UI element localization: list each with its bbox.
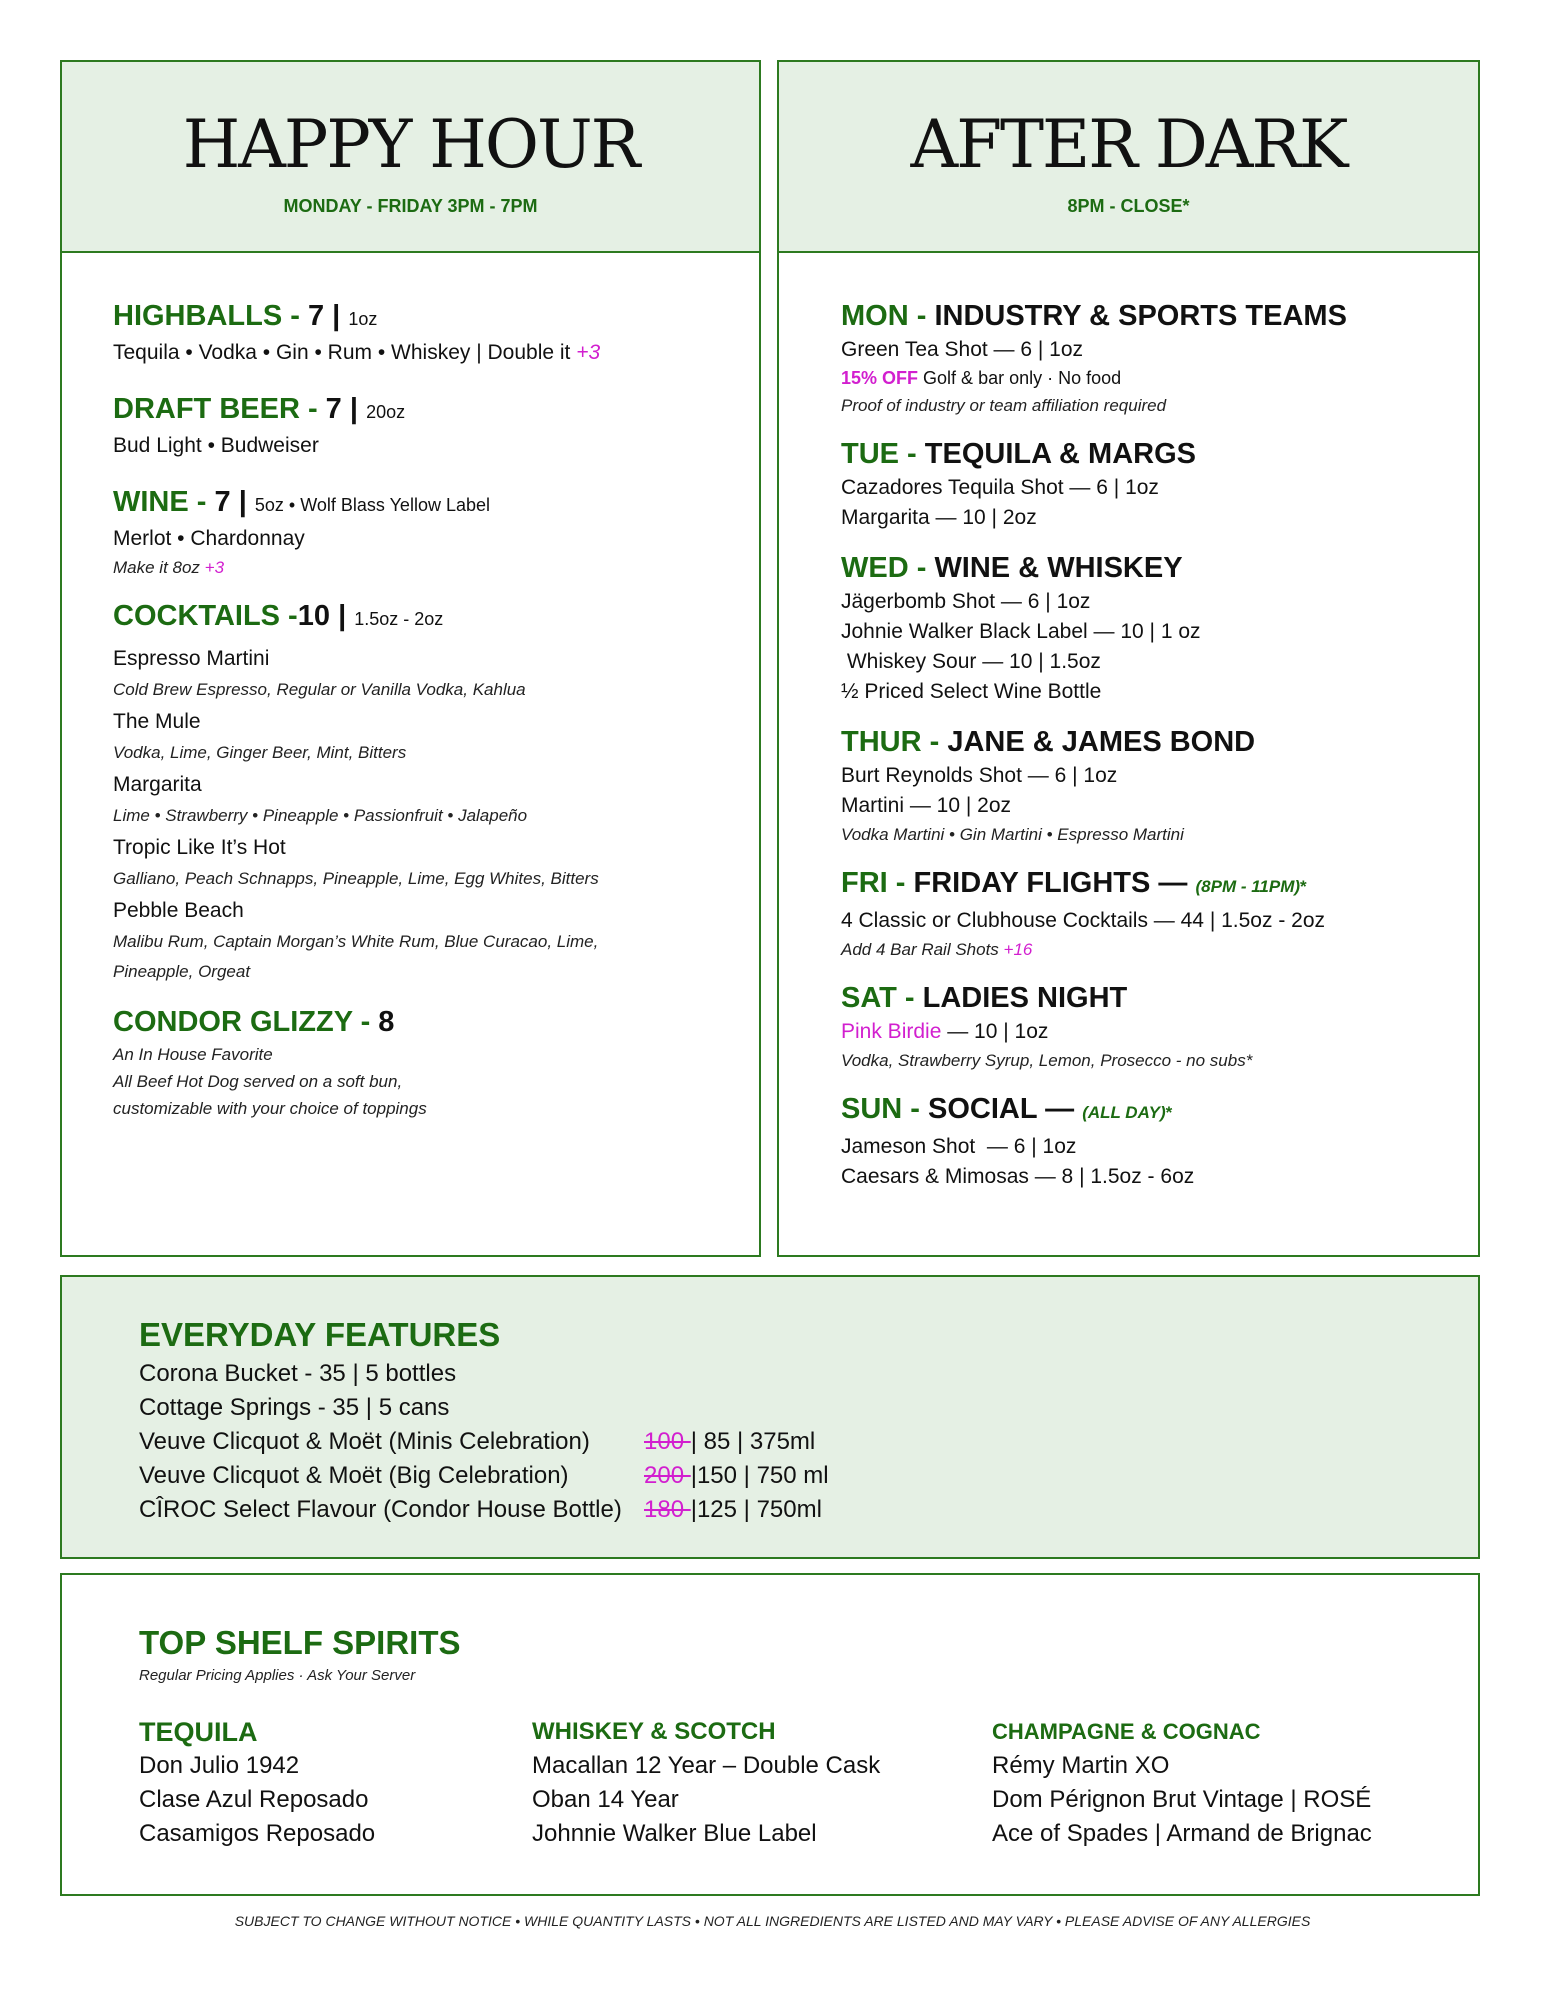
cocktail-desc: Pineapple, Orgeat [113, 962, 251, 981]
tequila-column [139, 1715, 375, 1851]
glizzy-desc: All Beef Hot Dog served on a soft bun, [113, 1072, 403, 1091]
after-dark-list [841, 297, 1347, 1192]
wine-items: Merlot • Chardonnay [113, 527, 305, 550]
wed-line: ½ Priced Select Wine Bottle [841, 680, 1102, 703]
highballs-items: Tequila • Vodka • Gin • Rum • Whiskey | Double it +3 [113, 341, 601, 364]
happy-hour-header [62, 62, 759, 253]
cocktail-name: The Mule [113, 710, 201, 733]
sun-line: Caesars & Mimosas — 8 | 1.5oz - 6oz [841, 1165, 1195, 1188]
mon-heading: MON - INDUSTRY & SPORTS TEAMS [841, 300, 1347, 332]
after-dark-header [779, 62, 1478, 253]
tue-line: Margarita — 10 | 2oz [841, 506, 1037, 529]
glizzy-desc: customizable with your choice of toppings [113, 1099, 427, 1118]
after-dark-title: AFTER DARK [910, 106, 1347, 183]
after-dark-panel [777, 60, 1480, 1257]
sat-note: Vodka, Strawberry Syrup, Lemon, Prosecco - no subs* [841, 1051, 1253, 1070]
sat-heading: SAT - LADIES NIGHT [841, 982, 1128, 1014]
wed-line: Jägerbomb Shot — 6 | 1oz [841, 590, 1091, 613]
fri-heading: FRI - FRIDAY FLIGHTS — (8PM - 11PM)* [841, 867, 1307, 899]
whiskey-heading: WHISKEY & SCOTCH [532, 1718, 776, 1745]
cocktail-name: Margarita [113, 773, 202, 796]
highballs-heading: HIGHBALLS - 7 | 1oz [113, 300, 378, 332]
spirit-item: Don Julio 1942 [139, 1752, 300, 1779]
thur-note: Vodka Martini • Gin Martini • Espresso Martini [841, 825, 1184, 844]
cocktail-name: Pebble Beach [113, 899, 244, 922]
thur-line: Martini — 10 | 2oz [841, 794, 1012, 817]
spirit-item: Oban 14 Year [532, 1786, 679, 1813]
spirit-item: Dom Pérignon Brut Vintage | ROSÉ [992, 1786, 1372, 1813]
sun-line: Jameson Shot — 6 | 1oz [841, 1135, 1077, 1158]
wine-note: Make it 8oz +3 [113, 558, 225, 577]
champagne-heading: CHAMPAGNE & COGNAC [992, 1719, 1261, 1744]
cocktail-desc: Vodka, Lime, Ginger Beer, Mint, Bitters [113, 743, 407, 762]
top-shelf-panel [60, 1573, 1480, 1896]
spirit-item: Rémy Martin XO [992, 1752, 1170, 1779]
cocktail-desc: Cold Brew Espresso, Regular or Vanilla Vodka, Kahlua [113, 680, 526, 699]
mon-line: Green Tea Shot — 6 | 1oz [841, 338, 1084, 361]
mon-note: Proof of industry or team affiliation required [841, 396, 1167, 415]
after-dark-subtitle: 8PM - CLOSE* [1067, 196, 1190, 216]
footer-disclaimer: SUBJECT TO CHANGE WITHOUT NOTICE • WHILE QUANTITY LASTS • NOT ALL INGREDIENTS ARE LISTED AND MAY VARY • PLEASE ADVISE OF ANY ALLERGIES [234, 1913, 1311, 1929]
feature-row: Corona Bucket - 35 | 5 bottles [139, 1360, 457, 1387]
top-shelf-header [139, 1621, 461, 1687]
draft-beer-items: Bud Light • Budweiser [113, 434, 319, 457]
whiskey-column [532, 1715, 880, 1851]
spirit-item: Macallan 12 Year – Double Cask [532, 1752, 881, 1779]
happy-hour-title: HAPPY HOUR [182, 106, 639, 183]
draft-beer-heading: DRAFT BEER - 7 | 20oz [113, 393, 406, 425]
wine-heading: WINE - 7 | 5oz • Wolf Blass Yellow Label [113, 486, 490, 518]
everyday-features-title: EVERYDAY FEATURES [139, 1316, 501, 1353]
cocktail-desc: Galliano, Peach Schnapps, Pineapple, Lime, Egg Whites, Bitters [113, 869, 599, 888]
cocktails-heading: COCKTAILS -10 | 1.5oz - 2oz [113, 600, 444, 632]
tue-line: Cazadores Tequila Shot — 6 | 1oz [841, 476, 1159, 499]
spirit-item: Johnnie Walker Blue Label [532, 1820, 817, 1847]
cocktail-desc: Malibu Rum, Captain Morgan’s White Rum, Blue Curacao, Lime, [113, 932, 599, 951]
top-shelf-title: TOP SHELF SPIRITS [139, 1624, 461, 1661]
tue-heading: TUE - TEQUILA & MARGS [841, 438, 1196, 470]
cocktail-name: Espresso Martini [113, 647, 270, 670]
wed-heading: WED - WINE & WHISKEY [841, 552, 1183, 584]
tequila-heading: TEQUILA [139, 1717, 258, 1747]
feature-row: Cottage Springs - 35 | 5 cans [139, 1394, 450, 1421]
top-shelf-subtitle: Regular Pricing Applies · Ask Your Server [139, 1667, 416, 1684]
mon-promo: 15% OFF Golf & bar only · No food [841, 368, 1122, 388]
spirit-item: Casamigos Reposado [139, 1820, 376, 1847]
spirit-item: Ace of Spades | Armand de Brignac [992, 1820, 1372, 1847]
wed-line: Whiskey Sour — 10 | 1.5oz [841, 650, 1101, 673]
sun-heading: SUN - SOCIAL — (ALL DAY)* [841, 1093, 1173, 1125]
everyday-features-list [139, 1313, 829, 1527]
happy-hour-subtitle: MONDAY - FRIDAY 3PM - 7PM [283, 196, 538, 216]
feature-row: Veuve Clicquot & Moët (Minis Celebration) 100 | 85 | 375ml [139, 1428, 816, 1455]
everyday-features-panel [60, 1275, 1480, 1559]
spirit-item: Clase Azul Reposado [139, 1786, 369, 1813]
feature-row: CÎROC Select Flavour (Condor House Bottle) 180 |125 | 750ml [139, 1496, 822, 1523]
feature-row: Veuve Clicquot & Moët (Big Celebration) 200 |150 | 750 ml [139, 1462, 829, 1489]
fri-note: Add 4 Bar Rail Shots +16 [841, 940, 1033, 959]
glizzy-tag: An In House Favorite [113, 1045, 273, 1064]
cocktail-desc: Lime • Strawberry • Pineapple • Passionfruit • Jalapeño [113, 806, 528, 825]
wed-line: Johnie Walker Black Label — 10 | 1 oz [841, 620, 1201, 643]
happy-hour-panel [60, 60, 761, 1257]
happy-hour-list [113, 297, 600, 1122]
champagne-column [992, 1715, 1372, 1851]
thur-line: Burt Reynolds Shot — 6 | 1oz [841, 764, 1118, 787]
fri-line: 4 Classic or Clubhouse Cocktails — 44 | 1.5oz - 2oz [841, 909, 1326, 932]
thur-heading: THUR - JANE & JAMES BOND [841, 726, 1256, 758]
cocktail-name: Tropic Like It’s Hot [113, 836, 286, 859]
sat-line: Pink Birdie — 10 | 1oz [841, 1020, 1049, 1043]
glizzy-heading: CONDOR GLIZZY - 8 [113, 1006, 395, 1038]
